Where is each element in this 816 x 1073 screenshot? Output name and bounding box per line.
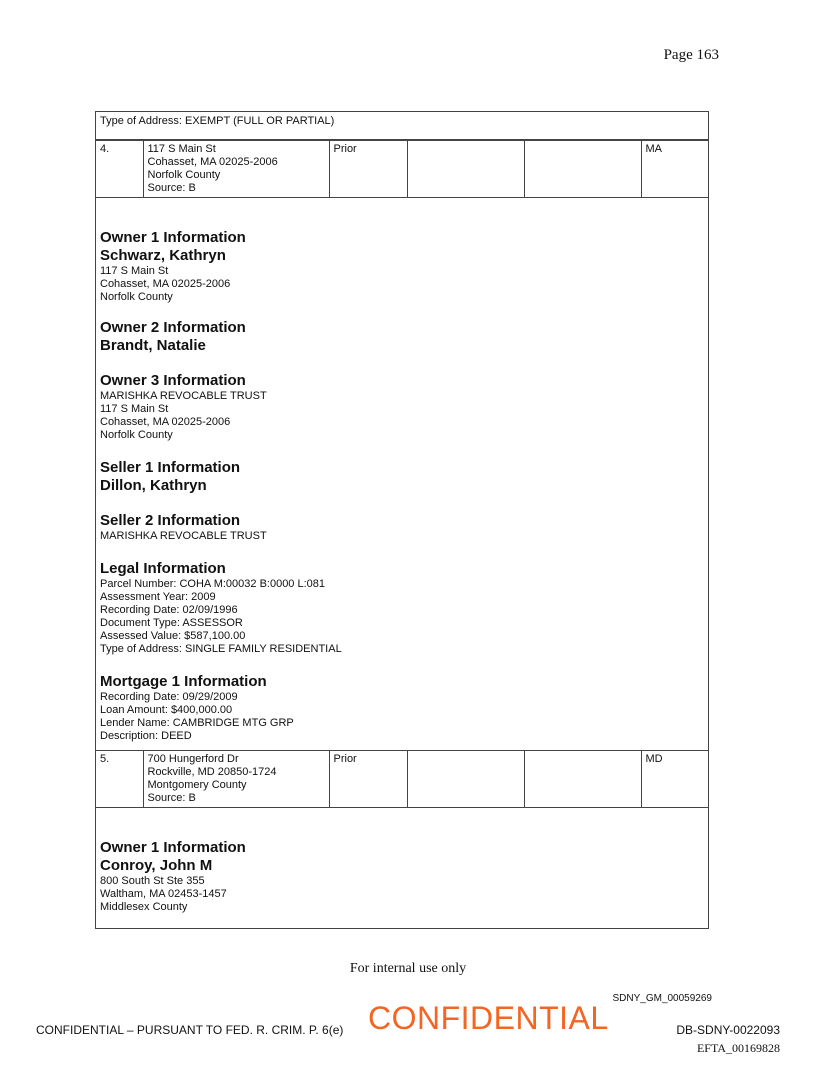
address-line: Norfolk County [147, 169, 221, 181]
owner-1-line: 117 S Main St [100, 265, 169, 277]
address-line: Montgomery County [147, 779, 247, 791]
address-row [96, 140, 708, 198]
owner-1-title: Owner 1 Information [100, 839, 246, 856]
address-line: Rockville, MD 20850-1724 [147, 766, 277, 778]
confidential-stamp: CONFIDENTIAL [368, 1000, 609, 1036]
legal-line: Assessment Year: 2009 [100, 591, 216, 603]
legal-line: Recording Date: 02/09/1996 [100, 604, 238, 616]
empty-cell [524, 751, 641, 808]
status-cell: Prior [329, 141, 407, 198]
seller-1-name: Dillon, Kathryn [100, 477, 207, 494]
confidential-notice: CONFIDENTIAL – PURSUANT TO FED. R. CRIM. P. 6(e) [36, 1023, 344, 1037]
legal-section [96, 543, 708, 656]
owner-1-line: Cohasset, MA 02025-2006 [100, 278, 231, 290]
address-cell [143, 751, 329, 808]
mortgage-1-line: Loan Amount: $400,000.00 [100, 704, 233, 716]
seller-2-line: MARISHKA REVOCABLE TRUST [100, 530, 267, 542]
owner-1-name: Schwarz, Kathryn [100, 247, 226, 264]
address-row [96, 750, 708, 808]
legal-title: Legal Information [100, 560, 226, 577]
owner-1-line: Middlesex County [100, 901, 188, 913]
owner-3-title: Owner 3 Information [100, 372, 246, 389]
empty-cell [407, 751, 524, 808]
state-cell: MD [641, 751, 708, 808]
efta-number: EFTA_00169828 [696, 1041, 780, 1055]
legal-line: Type of Address: SINGLE FAMILY RESIDENTIAL [100, 643, 342, 655]
page-number: Page 163 [663, 47, 719, 63]
state-cell: MA [641, 141, 708, 198]
internal-use-note: For internal use only [349, 961, 467, 976]
owner-3-section [96, 355, 708, 442]
owner-3-line: 117 S Main St [100, 403, 169, 415]
owner-1-name: Conroy, John M [100, 857, 213, 874]
report-box [95, 111, 709, 929]
address-cell [143, 141, 329, 198]
empty-cell [407, 141, 524, 198]
address-line: Source: B [147, 792, 196, 804]
mortgage-1-title: Mortgage 1 Information [100, 673, 267, 690]
owner-2-title: Owner 2 Information [100, 319, 246, 336]
row-number: 4. [96, 141, 143, 198]
address-line: 117 S Main St [147, 143, 216, 155]
bates-number-top: SDNY_GM_00059269 [612, 993, 712, 1004]
owner-1-section [96, 198, 708, 304]
owner-1-line: Norfolk County [100, 291, 173, 303]
seller-2-title: Seller 2 Information [100, 512, 241, 529]
owner-3-line: Norfolk County [100, 429, 173, 441]
owner-3-line: Cohasset, MA 02025-2006 [100, 416, 231, 428]
mortgage-1-line: Lender Name: CAMBRIDGE MTG GRP [100, 717, 294, 729]
owner-1-section [96, 808, 708, 914]
mortgage-1-line: Recording Date: 09/29/2009 [100, 691, 238, 703]
bates-number: DB-SDNY-0022093 [676, 1023, 780, 1037]
owner-1-line: Waltham, MA 02453-1457 [100, 888, 227, 900]
legal-line: Parcel Number: COHA M:00032 B:0000 L:081 [100, 578, 326, 590]
type-of-address-header: Type of Address: EXEMPT (FULL OR PARTIAL) [96, 112, 708, 140]
status-cell: Prior [329, 751, 407, 808]
mortgage-1-section [96, 656, 708, 750]
mortgage-1-line: Description: DEED [100, 730, 192, 742]
legal-line: Assessed Value: $587,100.00 [100, 630, 246, 642]
seller-2-section [96, 495, 708, 543]
owner-2-section [96, 304, 708, 355]
address-line: 700 Hungerford Dr [147, 753, 239, 765]
empty-cell [524, 141, 641, 198]
row-number: 5. [96, 751, 143, 808]
seller-1-section [96, 442, 708, 495]
owner-3-line: MARISHKA REVOCABLE TRUST [100, 390, 267, 402]
owner-2-name: Brandt, Natalie [100, 337, 206, 354]
address-line: Cohasset, MA 02025-2006 [147, 156, 278, 168]
address-line: Source: B [147, 182, 196, 194]
legal-line: Document Type: ASSESSOR [100, 617, 243, 629]
owner-1-title: Owner 1 Information [100, 229, 246, 246]
owner-1-line: 800 South St Ste 355 [100, 875, 205, 887]
seller-1-title: Seller 1 Information [100, 459, 241, 476]
